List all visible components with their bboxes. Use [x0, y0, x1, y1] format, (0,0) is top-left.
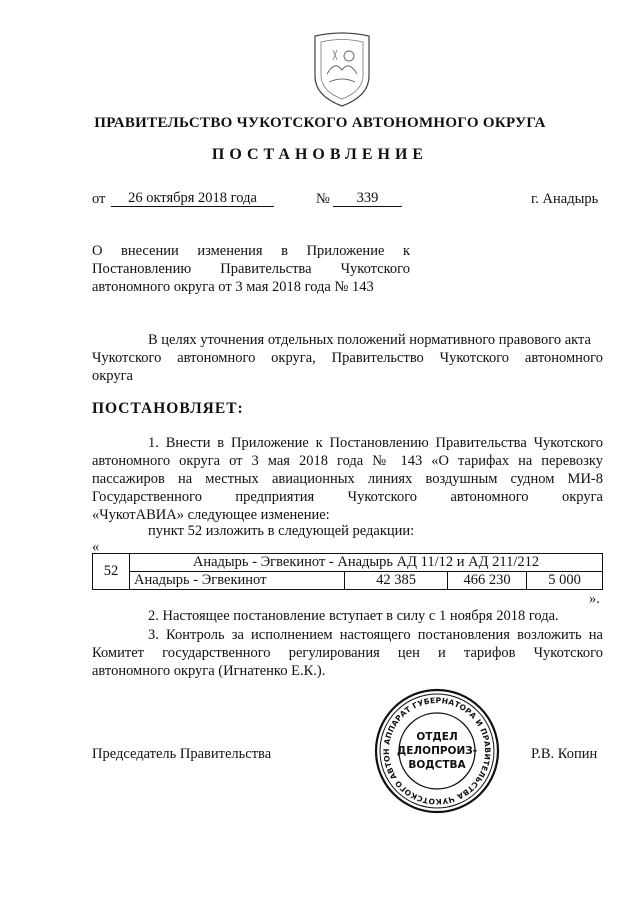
route-cell: Анадырь - Эгвекинот: [130, 572, 345, 590]
value-cell-3: 5 000: [527, 572, 603, 590]
item2-text: 2. Настоящее постановление вступает в силу с 1 ноября 2018 года.: [148, 608, 559, 624]
stamp-ring-text: АППАРАТ ГУБЕРНАТОРА И ПРАВИТЕЛЬСТВА ЧУКОТСКОГО АВТОН: [381, 695, 493, 807]
open-quote: «: [92, 539, 100, 555]
close-quote: ».: [589, 591, 600, 607]
route-full-cell: Анадырь - Эгвекинот - Анадырь АД 11/12 и АД 211/212: [130, 554, 603, 572]
tariff-table: [92, 553, 603, 590]
number-label: №: [316, 191, 330, 207]
coat-of-arms-emblem: [307, 30, 377, 108]
signatory-name: Р.В. Копин: [531, 746, 598, 762]
item1-line-2: автономного округа от 3 мая 2018 года № 143 «О тарифах на перевозку: [92, 453, 603, 469]
item1-line-1: 1. Внести в Приложение к Постановлению Правительства Чукотского: [148, 435, 603, 451]
item1-line-6: пункт 52 изложить в следующей редакции:: [148, 523, 415, 539]
preamble-line-1: В целях уточнения отдельных положений нормативного правового акта: [148, 332, 591, 348]
value-cell-1: 42 385: [345, 572, 448, 590]
item1-line-3: пассажиров на местных авиационных линиях воздушным судном МИ-8: [92, 471, 603, 487]
document-number: 339: [333, 190, 402, 207]
date-label: от: [92, 191, 106, 207]
subject-line-1: О внесении изменения в Приложение к: [92, 243, 410, 259]
official-stamp: [373, 687, 501, 815]
row-number-cell: 52: [93, 554, 130, 590]
preamble-line-2: Чукотского автономного округа, Правительство Чукотского автономного: [92, 350, 603, 366]
preamble-line-3: округа: [92, 368, 133, 384]
item1-line-5: «ЧукотАВИА» следующее изменение:: [92, 507, 330, 523]
item3-line-2: Комитет государственного регулирования цен и тарифов Чукотского: [92, 645, 603, 661]
city: г. Анадырь: [531, 191, 599, 207]
stamp-line-3: ВОДСТВА: [408, 759, 466, 771]
item1-line-4: Государственного предприятия Чукотского автономного округа: [92, 489, 603, 505]
document-date: 26 октября 2018 года: [111, 190, 274, 207]
table-row: [93, 572, 603, 590]
table-row: [93, 554, 603, 572]
item3-line-3: автономного округа (Игнатенко Е.К.).: [92, 663, 326, 679]
subject-line-2: Постановлению Правительства Чукотского: [92, 261, 410, 277]
stamp-line-1: ОТДЕЛ: [416, 731, 458, 743]
subject-line-3: автономного округа от 3 мая 2018 года № 143: [92, 279, 374, 295]
value-cell-2: 466 230: [448, 572, 527, 590]
organization-name: ПРАВИТЕЛЬСТВО ЧУКОТСКОГО АВТОНОМНОГО ОКРУГА: [94, 115, 546, 131]
item3-line-1: 3. Контроль за исполнением настоящего постановления возложить на: [148, 627, 603, 643]
stamp-line-2: ДЕЛОПРОИЗ-: [396, 745, 478, 757]
document-type: ПОСТАНОВЛЕНИЕ: [211, 146, 429, 163]
resolves-heading: ПОСТАНОВЛЯЕТ:: [92, 400, 244, 417]
signatory-title: Председатель Правительства: [92, 746, 272, 762]
